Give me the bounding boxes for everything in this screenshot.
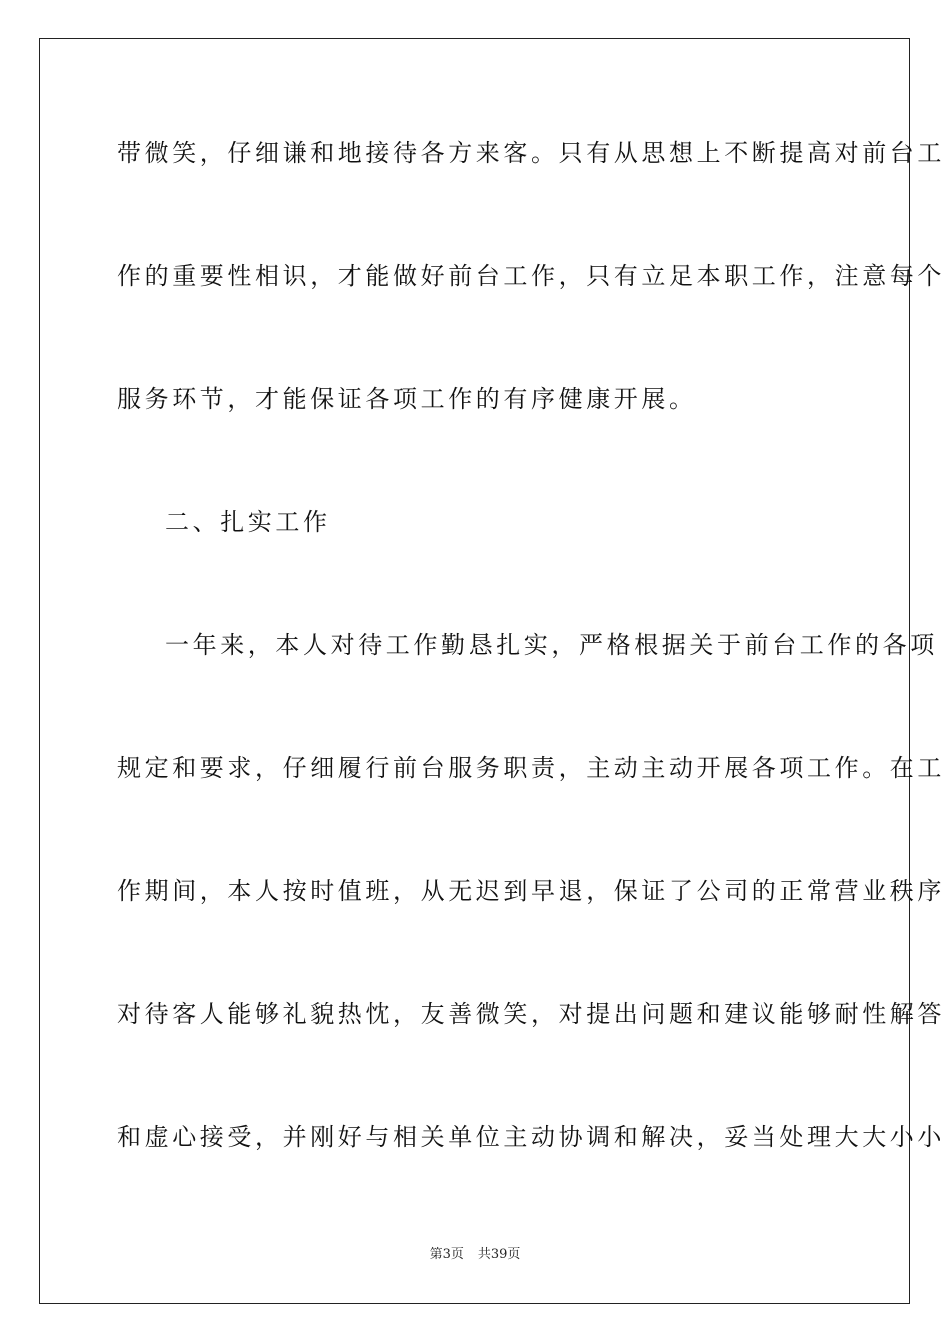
paragraph-line: 一年来，本人对待工作勤恳扎实，严格根据关于前台工作的各项 (165, 631, 938, 659)
paragraph-line: 对待客人能够礼貌热忱，友善微笑，对提出问题和建议能够耐性解答 (117, 1000, 945, 1028)
paragraph-line: 服务环节，才能保证各项工作的有序健康开展。 (117, 385, 697, 413)
paragraph-line: 带微笑，仔细谦和地接待各方来客。只有从思想上不断提高对前台工 (117, 139, 945, 167)
page-footer (0, 1246, 950, 1264)
section-heading: 二、扎实工作 (165, 508, 331, 536)
paragraph-line: 和虚心接受，并刚好与相关单位主动协调和解决，妥当处理大大小小 (117, 1123, 945, 1151)
paragraph-line: 作的重要性相识，才能做好前台工作，只有立足本职工作，注意每个 (117, 262, 945, 290)
paragraph-line: 规定和要求，仔细履行前台服务职责，主动主动开展各项工作。在工 (117, 754, 945, 782)
paragraph-line: 作期间，本人按时值班，从无迟到早退，保证了公司的正常营业秩序 (117, 877, 945, 905)
page-total: 共39页 (477, 1247, 521, 1262)
page-number: 第3页 (429, 1247, 464, 1262)
page-border (39, 38, 945, 1304)
